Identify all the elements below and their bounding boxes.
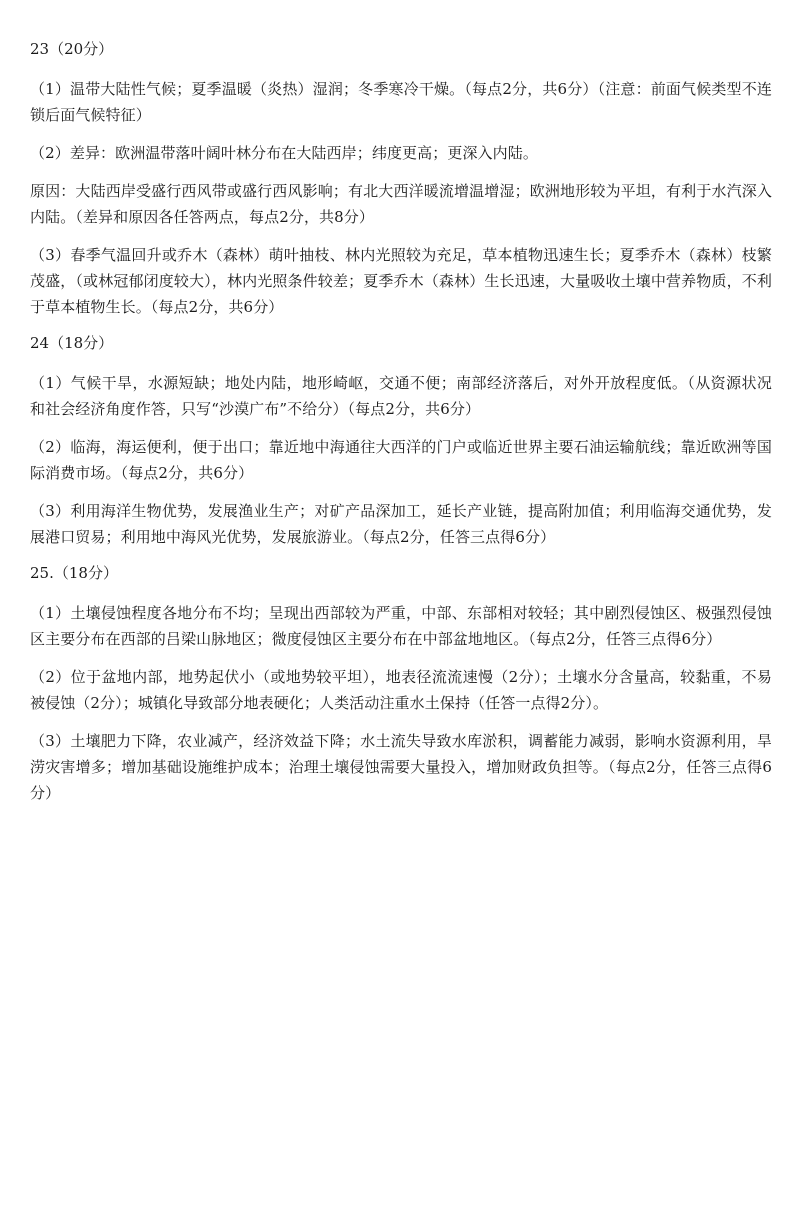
q23-part3: （3）春季气温回升或乔木（森林）萌叶抽枝、林内光照较为充足，草本植物迅速生长；夏季乔木（森林）枝繁茂盛，（或林冠郁闭度较大），林内光照条件较差；夏季乔木（森林）生长迅速，大量吸收土壤中营养物质，不利于草本植物生长。（每点2分，共6分） xyxy=(30,246,772,316)
q23-part2-reason: 原因：大陆西岸受盛行西风带或盛行西风影响；有北大西洋暖流增温增湿；欧洲地形较为平坦，有利于水汽深入内陆。（差异和原因各任答两点，每点2分，共8分） xyxy=(30,182,772,226)
answer-document xyxy=(30,38,772,818)
q25-part2: （2）位于盆地内部，地势起伏小（或地势较平坦），地表径流流速慢（2分）；土壤水分含量高，较黏重，不易被侵蚀（2分）；城镇化导致部分地表硬化；人类活动注重水土保持（任答一点得2分）。 xyxy=(30,668,772,712)
q25-part1: （1）土壤侵蚀程度各地分布不均；呈现出西部较为严重，中部、东部相对较轻；其中剧烈侵蚀区、极强烈侵蚀区主要分布在西部的吕梁山脉地区；微度侵蚀区主要分布在中部盆地地区。（每点2分，任答三点得6分） xyxy=(30,604,772,648)
q23-part2: （2）差异：欧洲温带落叶阔叶林分布在大陆西岸；纬度更高；更深入内陆。 xyxy=(30,144,538,162)
question-23-heading: 23（20分） xyxy=(30,40,114,58)
question-24 xyxy=(30,332,772,550)
question-23 xyxy=(30,38,772,320)
question-25 xyxy=(30,562,772,806)
q24-part3: （3）利用海洋生物优势，发展渔业生产；对矿产品深加工，延长产业链，提高附加值；利用临海交通优势，发展港口贸易；利用地中海风光优势，发展旅游业。（每点2分，任答三点得6分） xyxy=(30,502,772,546)
q24-part2: （2）临海，海运便利，便于出口；靠近地中海通往大西洋的门户或临近世界主要石油运输航线；靠近欧洲等国际消费市场。（每点2分，共6分） xyxy=(30,438,772,482)
question-24-heading: 24（18分） xyxy=(30,334,114,352)
q23-part1: （1）温带大陆性气候；夏季温暖（炎热）湿润；冬季寒冷干燥。（每点2分，共6分）（注意：前面气候类型不连锁后面气候特征） xyxy=(30,80,772,124)
question-25-heading: 25.（18分） xyxy=(30,564,118,582)
q25-part3: （3）土壤肥力下降，农业减产，经济效益下降；水土流失导致水库淤积，调蓄能力减弱，影响水资源利用，旱涝灾害增多；增加基础设施维护成本；治理土壤侵蚀需要大量投入，增加财政负担等。（每点2分，任答三点得6分） xyxy=(30,732,772,802)
q24-part1: （1）气候干旱，水源短缺；地处内陆，地形崎岖，交通不便；南部经济落后，对外开放程度低。（从资源状况和社会经济角度作答，只写“沙漠广布”不给分）（每点2分，共6分） xyxy=(30,374,772,418)
